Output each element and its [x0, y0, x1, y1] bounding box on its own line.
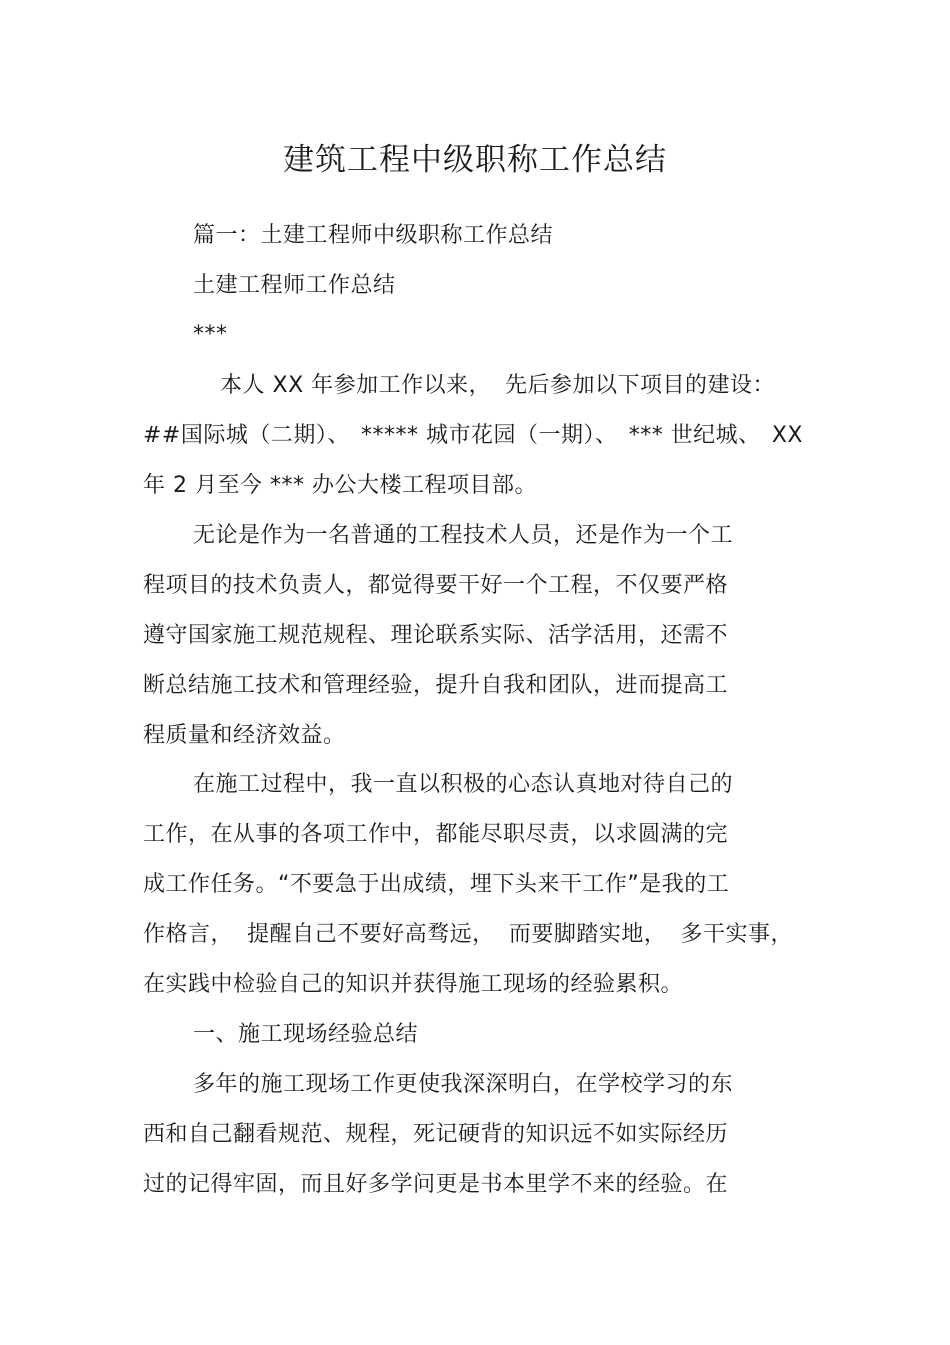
text-segment: 而要脚踏实地， [508, 922, 667, 947]
text-segment: 本人 XX 年参加工作以来， [220, 373, 492, 398]
section-heading: 一、施工现场经验总结 [193, 1022, 419, 1047]
text-line: 工作，在从事的各项工作中，都能尽职尽责，以求圆满的完 [143, 822, 729, 847]
text-segment: ***** 城市花园（一期）、 [361, 423, 618, 448]
text-line: 程项目的技术负责人，都觉得要干好一个工程，不仅要严格 [143, 573, 729, 598]
text-line: 成工作任务。“不要急于出成绩，埋下头来干工作”是我的工 [143, 872, 730, 897]
text-line: 西和自己翻看规范、规程，死记硬背的知识远不如实际经历 [143, 1122, 729, 1147]
text-line: 遵守国家施工规范规程、理论联系实际、活学活用，还需不 [143, 623, 729, 648]
text-line: 年 2 月至今 *** 办公大楼工程项目部。 [143, 473, 537, 498]
text-line: 多年的施工现场工作更使我深深明白，在学校学习的东 [193, 1072, 734, 1097]
text-line: 土建工程师工作总结 [193, 273, 396, 298]
text-segment: *** 世纪城、 [628, 423, 761, 448]
text-segment: 提醒自己不要好高骛远， [247, 922, 495, 947]
text-segment: XX [771, 423, 803, 448]
text-line [220, 371, 775, 401]
text-line: 在施工过程中，我一直以积极的心态认真地对待自己的 [193, 772, 734, 797]
text-line: 在实践中检验自己的知识并获得施工现场的经验累积。 [143, 972, 684, 997]
text-line: 断总结施工技术和管理经验，提升自我和团队，进而提高工 [143, 673, 729, 698]
text-line: 篇一：土建工程师中级职称工作总结 [193, 223, 554, 248]
text-segment: 多干实事， [680, 922, 793, 947]
document-title: 建筑工程中级职称工作总结 [283, 142, 667, 178]
text-line: 无论是作为一名普通的工程技术人员，还是作为一个工 [193, 523, 734, 548]
text-segment: ##国际城（二期）、 [143, 423, 350, 448]
text-line: 程质量和经济效益。 [143, 723, 346, 748]
text-line [143, 920, 793, 950]
text-line: 过的记得牢固，而且好多学问更是书本里学不来的经验。在 [143, 1172, 729, 1197]
text-line [143, 421, 803, 451]
text-segment: 作格言， [143, 922, 234, 947]
text-line: *** [193, 322, 228, 347]
text-segment: 先后参加以下项目的建设： [504, 373, 775, 398]
